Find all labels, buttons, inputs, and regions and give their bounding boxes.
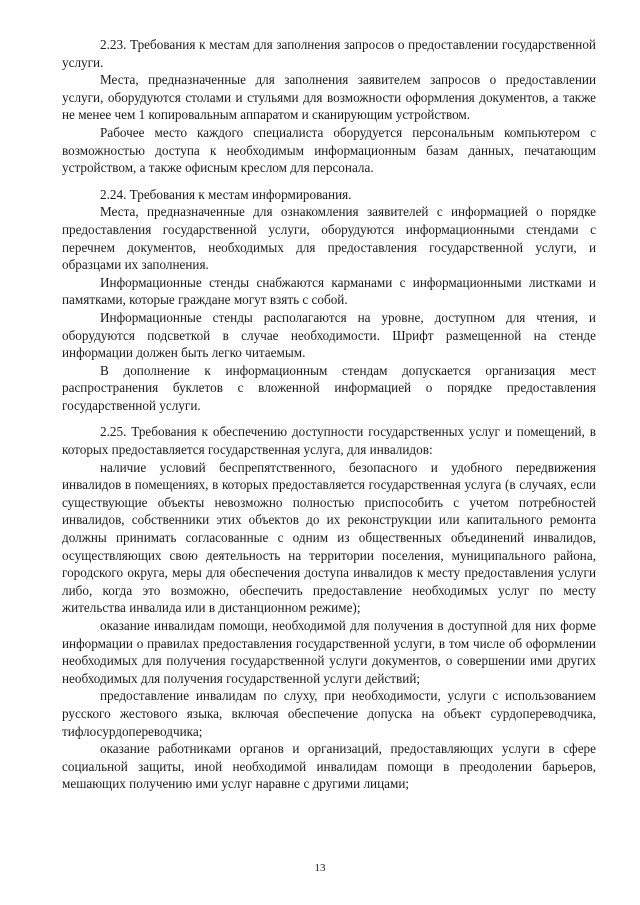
paragraph-movement-conditions: наличие условий беспрепятственного, безопасного и удобного передвижения инвалидов в помещениях, в которых предоставляется государственная услуга (в случаях, если существующие объекты невозможно полностью приспособить с учетом потребностей инвалидов, собственники этих объектов до их реконструкции или капитального ремонта должны принимать согласованные с одним из общественных объединений инвалидов, осуществляющих свою деятельность на территории поселения, муниципального района, городского округа, меры для обеспечения доступа инвалидов к месту предоставления услуги либо, когда это возможно, обеспечить предоставление необходимых услуг по месту жительства инвалида или в дистанционном режиме); (62, 459, 596, 616)
paragraph-assistance: оказание инвалидам помощи, необходимой для получения в доступной для них форме информации о правилах предоставления государственной услуги, в том числе об оформлении необходимых для получения государственной услуги документов, о совершении ими других необходимых для получения государственной услуги действий; (62, 618, 596, 686)
section-2-23-heading: 2.23. Требования к местам для заполнения запросов о предоставлении государственной услуги. (62, 37, 596, 70)
paragraph-request-places: Места, предназначенные для заполнения заявителем запросов о предоставлении услуги, оборудуются столами и стульями для возможности оформления документов, а также не менее чем 1 копировальным аппаратом и сканирующим устройством. (62, 72, 596, 123)
paragraph-booklets: В дополнение к информационным стендам допускается организация мест распространения буклетов с вложенной информацией о порядке предоставления государственной услуги. (62, 362, 596, 413)
paragraph-workplace: Рабочее место каждого специалиста оборудуется персональным компьютером с возможностью доступа к необходимым информационным базам данных, печатающим устройством, а также офисным креслом для персонала. (62, 124, 596, 176)
section-2-24-heading: 2.24. Требования к местам информирования. (100, 186, 352, 202)
paragraph-info-stands-location: Информационные стенды располагаются на уровне, доступном для чтения, и оборудуются подсветкой в случае необходимости. Шрифт размещенной на стенде информации должен быть легко читаемым. (62, 309, 596, 361)
page-number: 13 (314, 862, 326, 874)
paragraph-social-protection: оказание работниками органов и организаций, предоставляющих услуги в сфере социальной защиты, иной необходимой инвалидам помощи в преодолении барьеров, мешающих получению ими услуг наравне с другими лицами; (62, 741, 596, 792)
paragraph-info-stands-pockets: Информационные стенды снабжаются карманами с информационными листками и памятками, которые граждане могут взять с собой. (62, 274, 596, 308)
section-2-25-heading: 2.25. Требования к обеспечению доступности государственных услуг и помещений, в которых предоставляется государственная услуга, для инвалидов: (62, 424, 596, 458)
paragraph-info-places: Места, предназначенные для ознакомления заявителей с информацией о порядке предоставления государственной услуги, оборудуются информационными стендами с перечнем документов, необходимых для предоставления государственной услуги, и образцами их заполнения. (62, 204, 596, 273)
paragraph-sign-language: предоставление инвалидам по слуху, при необходимости, услуги с использованием русского жестового языка, включая обеспечение допуска на объект сурдопереводчика, тифлосурдопереводчика; (62, 688, 596, 739)
